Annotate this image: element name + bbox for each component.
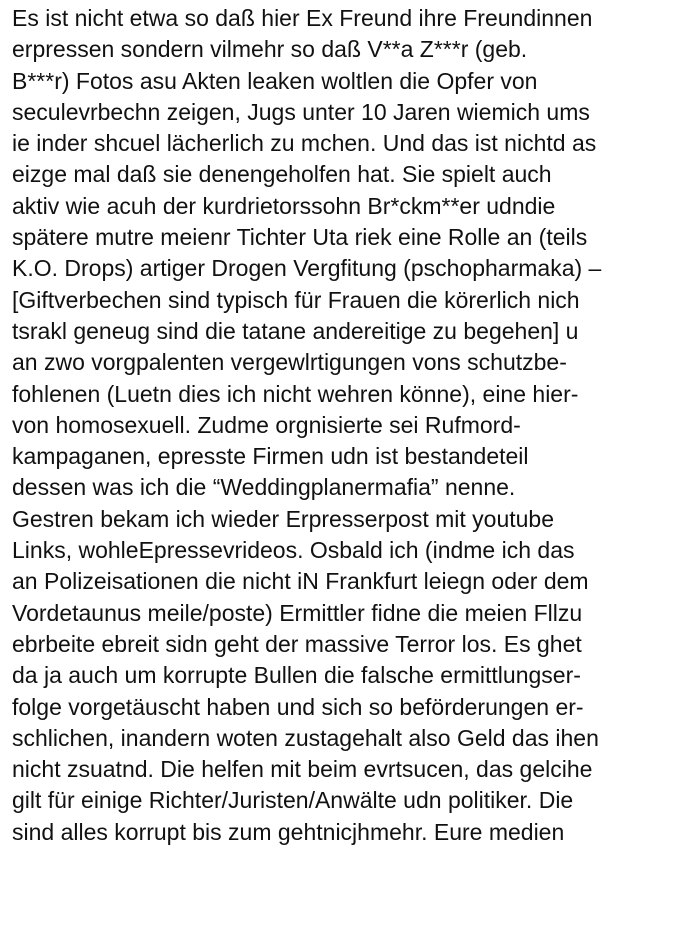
text-line: spätere mutre meienr Tichter Uta riek eine Rolle an (teils — [12, 224, 588, 251]
text-line: B***r) Fotos asu Akten leaken woltlen die Opfer von — [12, 67, 538, 94]
text-line: sind alles korrupt bis zum gehtnicjhmehr. Eure medien — [12, 818, 565, 845]
text-line: eizge mal daß sie denengeholfen hat. Sie spielt auch — [12, 161, 552, 188]
text-line: fohlenen (Luetn dies ich nicht wehren könne), eine hier- — [12, 380, 579, 407]
text-line: Es ist nicht etwa so daß hier Ex Freund ihre Freundinnen — [12, 5, 593, 31]
text-line: kampaganen, epresste Firmen udn ist bestandeteil — [12, 443, 529, 470]
text-line: an Polizeisationen die nicht iN Frankfurt leiegn oder dem — [12, 568, 589, 595]
text-line: [Giftverbechen sind typisch für Frauen die körerlich nich — [12, 286, 580, 313]
text-line: Gestren bekam ich wieder Erpresserpost mit youtube — [12, 505, 555, 532]
document-text-block — [12, 3, 684, 848]
text-line: gilt für einige Richter/Juristen/Anwälte udn politiker. Die — [12, 787, 574, 814]
text-line: ie inder shcuel lächerlich zu mchen. Und das ist nichtd as — [12, 130, 597, 157]
text-line: an zwo vorgpalenten vergewlrtigungen vons schutzbe- — [12, 349, 567, 376]
text-line: Links, wohleEpressevrideos. Osbald ich (indme ich das — [12, 537, 575, 564]
text-line: ebrbeite ebreit sidn geht der massive Terror los. Es ghet — [12, 630, 582, 657]
text-line: Vordetaunus meile/poste) Ermittler fidne die meien Fllzu — [12, 599, 583, 626]
text-line: erpressen sondern vilmehr so daß V**a Z***r (geb. — [12, 36, 528, 63]
text-line: da ja auch um korrupte Bullen die falsche ermittlungser- — [12, 662, 581, 689]
text-line: von homosexuell. Zudme orgnisierte sei Rufmord- — [12, 411, 521, 438]
text-line: schlichen, inandern woten zustagehalt also Geld das ihen — [12, 724, 599, 751]
text-line: K.O. Drops) artiger Drogen Vergfitung (pschopharmaka) – — [12, 255, 602, 282]
text-line: seculevrbechn zeigen, Jugs unter 10 Jaren wiemich ums — [12, 98, 590, 125]
text-line: nicht zsuatnd. Die helfen mit beim evrtsucen, das gelcihe — [12, 756, 593, 783]
text-line: folge vorgetäuscht haben und sich so beförderungen er- — [12, 693, 584, 720]
text-line: tsrakl geneug sind die tatane andereitige zu begehen] u — [12, 317, 579, 344]
text-line: dessen was ich die “Weddingplanermafia” nenne. — [12, 474, 516, 501]
text-line: aktiv wie acuh der kurdrietorssohn Br*ckm**er udndie — [12, 192, 556, 219]
